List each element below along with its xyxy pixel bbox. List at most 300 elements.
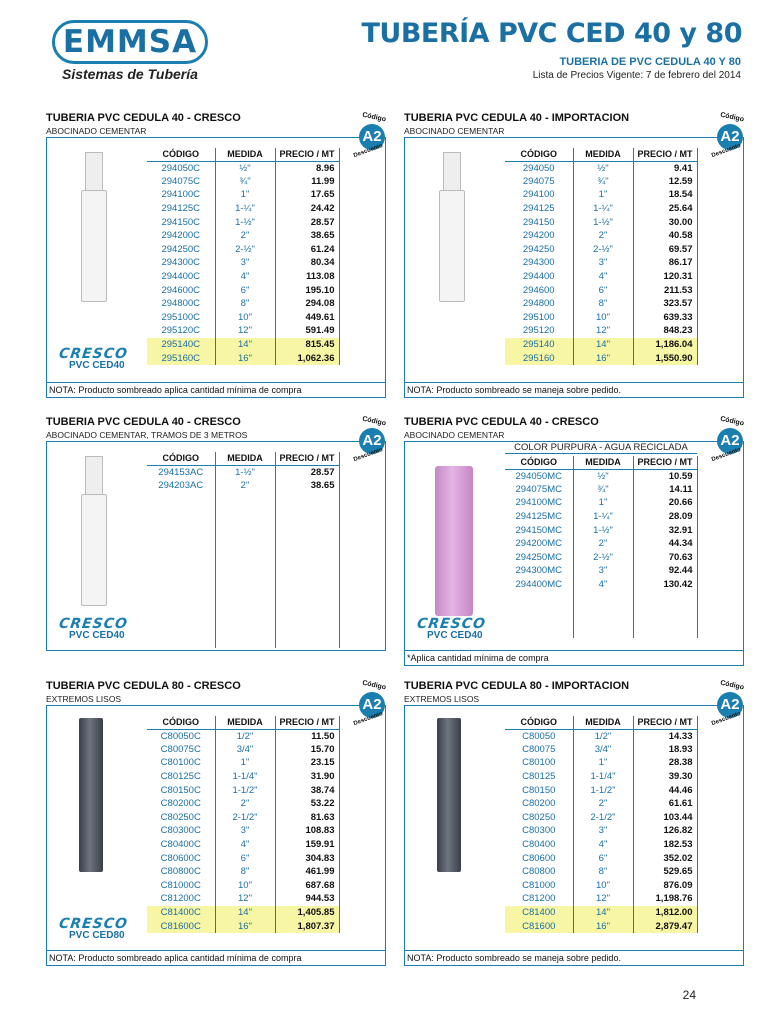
product-size: 2" bbox=[573, 537, 633, 551]
table-row bbox=[147, 215, 339, 229]
product-price: 182.53 bbox=[633, 838, 697, 852]
price-table bbox=[147, 452, 340, 648]
product-code: C81600C bbox=[147, 919, 215, 933]
product-price: 461.99 bbox=[275, 865, 339, 879]
product-size: 2" bbox=[573, 797, 633, 811]
section-title: TUBERIA PVC CEDULA 80 - CRESCO bbox=[46, 680, 241, 692]
column-header-size: MEDIDA bbox=[573, 456, 633, 469]
product-size: 6" bbox=[215, 283, 275, 297]
cresco-logo-text: CRESCO bbox=[415, 616, 488, 632]
product-code: 294250C bbox=[161, 243, 201, 255]
table-row bbox=[147, 351, 339, 365]
table-row bbox=[505, 537, 697, 551]
product-size: ½" bbox=[573, 161, 633, 175]
table-row bbox=[505, 175, 697, 189]
product-size: 1" bbox=[215, 188, 275, 202]
table-row bbox=[505, 811, 697, 825]
table-row bbox=[147, 283, 339, 297]
price-table bbox=[505, 456, 698, 638]
table-header-row bbox=[505, 716, 697, 729]
badge-top-label: Código bbox=[361, 111, 387, 124]
section-title: TUBERIA PVC CEDULA 40 - CRESCO bbox=[404, 416, 599, 428]
product-price: 126.82 bbox=[633, 824, 697, 838]
product-price: 14.11 bbox=[633, 483, 697, 497]
section-ced80-importacion bbox=[404, 680, 744, 966]
cresco-logo bbox=[59, 616, 128, 641]
logo-tagline: Sistemas de Tubería bbox=[62, 66, 198, 82]
product-code: 294050 bbox=[522, 162, 555, 174]
table-filler-row bbox=[147, 492, 339, 648]
product-code: 295120C bbox=[161, 325, 201, 337]
column-header-size: MEDIDA bbox=[215, 148, 275, 161]
product-price: 294.08 bbox=[275, 297, 339, 311]
product-code: 294200 bbox=[522, 230, 555, 242]
cresco-product-line: PVC CED80 bbox=[69, 930, 125, 941]
product-code: 294150MC bbox=[515, 524, 562, 536]
pipe-body-icon bbox=[439, 190, 465, 302]
table-row bbox=[505, 243, 697, 257]
table-row bbox=[147, 256, 339, 270]
table-row bbox=[505, 743, 697, 757]
product-code: C80300 bbox=[522, 825, 556, 837]
discount-code-badge bbox=[352, 415, 393, 464]
table-row bbox=[505, 879, 697, 893]
product-size: 10" bbox=[215, 311, 275, 325]
cresco-logo bbox=[417, 616, 486, 641]
product-size: 16" bbox=[573, 919, 633, 933]
table-row bbox=[505, 469, 697, 483]
pipe-illustration bbox=[47, 706, 147, 950]
badge-top-label: Código bbox=[361, 415, 387, 428]
product-code: C80100C bbox=[160, 757, 201, 769]
product-code: C81000 bbox=[522, 879, 556, 891]
table-header-row bbox=[505, 456, 697, 469]
table-row bbox=[505, 483, 697, 497]
column-header-code: CÓDIGO bbox=[505, 148, 573, 161]
product-price: 81.63 bbox=[275, 811, 339, 825]
product-size: 1" bbox=[573, 496, 633, 510]
column-header-size: MEDIDA bbox=[215, 452, 275, 465]
product-price: 25.64 bbox=[633, 202, 697, 216]
column-header-size: MEDIDA bbox=[573, 716, 633, 729]
product-size: 2-1/2" bbox=[215, 811, 275, 825]
table-row bbox=[147, 770, 339, 784]
product-size: 3" bbox=[573, 256, 633, 270]
column-header-price: PRECIO / MT bbox=[275, 148, 339, 161]
empty-cell bbox=[573, 591, 633, 638]
product-code: 294400MC bbox=[515, 579, 562, 591]
section-title: TUBERIA PVC CEDULA 80 - IMPORTACION bbox=[404, 680, 630, 692]
table-header-row bbox=[147, 716, 339, 729]
section-note: NOTA: Producto sombreado se maneja sobre pedido. bbox=[404, 951, 744, 966]
price-table bbox=[505, 716, 698, 933]
badge-code: A2 bbox=[359, 428, 385, 454]
product-code: C80250 bbox=[522, 811, 556, 823]
product-price: 17.65 bbox=[275, 188, 339, 202]
product-price: 103.44 bbox=[633, 811, 697, 825]
product-price: 944.53 bbox=[275, 892, 339, 906]
product-price: 2,879.47 bbox=[633, 919, 697, 933]
purple-pipe-icon bbox=[435, 466, 473, 616]
product-price: 30.00 bbox=[633, 215, 697, 229]
product-code: C80050C bbox=[160, 730, 201, 742]
section-ced40-importacion bbox=[404, 112, 744, 398]
price-table bbox=[147, 716, 340, 933]
product-price: 1,812.00 bbox=[633, 906, 697, 920]
product-price: 12.59 bbox=[633, 175, 697, 189]
page-title: TUBERÍA PVC CED 40 y 80 bbox=[361, 18, 742, 49]
page-number: 24 bbox=[682, 988, 696, 1002]
product-price: 876.09 bbox=[633, 879, 697, 893]
product-size: 6" bbox=[573, 851, 633, 865]
product-code: C80400C bbox=[160, 839, 201, 851]
product-code: 294300 bbox=[522, 257, 555, 269]
product-code: 294300C bbox=[161, 257, 201, 269]
product-price: 38.65 bbox=[275, 479, 339, 493]
product-code: 294400 bbox=[522, 271, 555, 283]
table-row bbox=[147, 906, 339, 920]
product-size: ¾" bbox=[573, 175, 633, 189]
table-row bbox=[505, 338, 697, 352]
pipe-icon bbox=[443, 152, 461, 192]
product-size: 16" bbox=[573, 351, 633, 365]
product-price: 591.49 bbox=[275, 324, 339, 338]
product-code: 294600 bbox=[522, 284, 555, 296]
price-table bbox=[505, 148, 698, 365]
product-size: 2" bbox=[215, 797, 275, 811]
table-row bbox=[505, 551, 697, 565]
discount-code-badge bbox=[710, 415, 751, 464]
cresco-product-line: PVC CED40 bbox=[69, 360, 125, 371]
product-price: 211.53 bbox=[633, 283, 697, 297]
product-code: C80600 bbox=[522, 852, 556, 864]
color-label: COLOR PURPURA - AGUA RECICLADA bbox=[505, 442, 697, 454]
product-price: 14.33 bbox=[633, 729, 697, 743]
product-code: C81000C bbox=[160, 879, 201, 891]
table-row bbox=[505, 824, 697, 838]
cresco-logo-text: CRESCO bbox=[57, 346, 130, 362]
product-size: 1" bbox=[573, 188, 633, 202]
badge-top-label: Código bbox=[719, 415, 745, 428]
section-subtitle: ABOCINADO CEMENTAR bbox=[46, 126, 147, 136]
product-code: 295140C bbox=[147, 338, 215, 352]
gray-pipe-icon bbox=[79, 718, 103, 872]
product-size: 3" bbox=[215, 824, 275, 838]
badge-top-label: Código bbox=[361, 679, 387, 692]
product-size: 8" bbox=[215, 865, 275, 879]
table-row bbox=[147, 919, 339, 933]
section-subtitle: EXTREMOS LISOS bbox=[404, 694, 480, 704]
badge-top-label: Código bbox=[719, 679, 745, 692]
product-code: C80100 bbox=[522, 757, 556, 769]
product-code: 294150 bbox=[522, 216, 555, 228]
table-row bbox=[147, 161, 339, 175]
table-row bbox=[505, 906, 697, 920]
table-row bbox=[505, 351, 697, 365]
discount-code-badge bbox=[352, 679, 393, 728]
product-code: 294250 bbox=[522, 243, 555, 255]
product-code: 294125 bbox=[522, 203, 555, 215]
product-code: C80300C bbox=[160, 825, 201, 837]
product-size: 3" bbox=[573, 824, 633, 838]
pipe-illustration bbox=[47, 138, 147, 382]
product-code: C80600C bbox=[160, 852, 201, 864]
product-size: 1-¼" bbox=[215, 202, 275, 216]
product-size: ½" bbox=[573, 469, 633, 483]
product-size: 1-¼" bbox=[573, 510, 633, 524]
product-size: ½" bbox=[215, 161, 275, 175]
section-title: TUBERIA PVC CEDULA 40 - CRESCO bbox=[46, 112, 241, 124]
pipe-icon bbox=[85, 152, 103, 192]
column-header-code: CÓDIGO bbox=[147, 148, 215, 161]
product-code: C80125C bbox=[160, 771, 201, 783]
table-row bbox=[147, 270, 339, 284]
section-note: NOTA: Producto sombreado aplica cantidad mínima de compra bbox=[46, 383, 386, 398]
product-code: C80250C bbox=[160, 811, 201, 823]
pipe-illustration bbox=[405, 442, 505, 650]
product-price: 639.33 bbox=[633, 311, 697, 325]
product-price: 1,186.04 bbox=[633, 338, 697, 352]
product-code: C80800C bbox=[160, 866, 201, 878]
table-header-row bbox=[147, 148, 339, 161]
product-size: 4" bbox=[215, 838, 275, 852]
table-row bbox=[147, 824, 339, 838]
table-row bbox=[505, 256, 697, 270]
column-header-price: PRECIO / MT bbox=[633, 456, 697, 469]
table-row bbox=[505, 892, 697, 906]
product-price: 28.09 bbox=[633, 510, 697, 524]
product-size: 3" bbox=[215, 256, 275, 270]
product-price: 86.17 bbox=[633, 256, 697, 270]
product-size: 10" bbox=[573, 879, 633, 893]
product-code: C80800 bbox=[522, 866, 556, 878]
product-size: 1/2" bbox=[573, 729, 633, 743]
product-size: 14" bbox=[573, 906, 633, 920]
product-size: 12" bbox=[573, 892, 633, 906]
product-code: 294200C bbox=[161, 230, 201, 242]
product-price: 304.83 bbox=[275, 851, 339, 865]
product-size: 3/4" bbox=[573, 743, 633, 757]
product-price: 32.91 bbox=[633, 523, 697, 537]
product-size: 4" bbox=[215, 270, 275, 284]
table-row bbox=[147, 297, 339, 311]
product-code: 294075C bbox=[161, 175, 201, 187]
column-header-size: MEDIDA bbox=[215, 716, 275, 729]
product-price: 18.93 bbox=[633, 743, 697, 757]
discount-code-badge bbox=[710, 679, 751, 728]
table-row bbox=[147, 188, 339, 202]
cresco-logo-text: CRESCO bbox=[57, 616, 130, 632]
column-header-price: PRECIO / MT bbox=[275, 452, 339, 465]
product-code: 294125MC bbox=[515, 511, 562, 523]
table-row bbox=[505, 564, 697, 578]
discount-code-badge bbox=[710, 111, 751, 160]
product-size: ¾" bbox=[573, 483, 633, 497]
section-note: NOTA: Producto sombreado aplica cantidad mínima de compra bbox=[46, 951, 386, 966]
column-header-code: CÓDIGO bbox=[147, 452, 215, 465]
product-price: 38.65 bbox=[275, 229, 339, 243]
product-size: 16" bbox=[215, 351, 275, 365]
product-size: 6" bbox=[215, 851, 275, 865]
table-row bbox=[505, 838, 697, 852]
product-price: 195.10 bbox=[275, 283, 339, 297]
product-size: 3/4" bbox=[215, 743, 275, 757]
product-size: 4" bbox=[573, 578, 633, 592]
badge-code: A2 bbox=[717, 124, 743, 150]
pipe-illustration bbox=[405, 138, 505, 382]
table-row bbox=[505, 496, 697, 510]
product-price: 1,062.36 bbox=[275, 351, 339, 365]
table-header-row bbox=[505, 148, 697, 161]
section-note: NOTA: Producto sombreado se maneja sobre pedido. bbox=[404, 383, 744, 398]
product-price: 28.57 bbox=[275, 215, 339, 229]
table-row bbox=[147, 479, 339, 493]
product-code: C81400 bbox=[505, 906, 573, 920]
product-price: 69.57 bbox=[633, 243, 697, 257]
product-price: 8.96 bbox=[275, 161, 339, 175]
badge-bottom-label: Descuento bbox=[710, 710, 742, 728]
product-code: C80200 bbox=[522, 798, 556, 810]
product-size: 1" bbox=[215, 756, 275, 770]
product-code: 295160C bbox=[147, 351, 215, 365]
pipe-illustration bbox=[47, 442, 147, 650]
section-ced40-cresco bbox=[46, 112, 386, 398]
product-size: 10" bbox=[573, 311, 633, 325]
product-code: C81600 bbox=[505, 919, 573, 933]
product-code: 294203AC bbox=[158, 479, 204, 491]
product-size: 2-½" bbox=[573, 551, 633, 565]
table-row bbox=[147, 879, 339, 893]
product-size: 1-1/2" bbox=[215, 783, 275, 797]
product-size: 2" bbox=[215, 479, 275, 493]
product-code: C80200C bbox=[160, 798, 201, 810]
product-code: 294400C bbox=[161, 271, 201, 283]
table-row bbox=[505, 161, 697, 175]
product-size: 1/2" bbox=[215, 729, 275, 743]
product-code: C80075 bbox=[522, 743, 556, 755]
product-code: C81200 bbox=[522, 893, 556, 905]
product-code: 294153AC bbox=[158, 466, 204, 478]
product-price: 120.31 bbox=[633, 270, 697, 284]
product-price: 159.91 bbox=[275, 838, 339, 852]
table-row bbox=[505, 578, 697, 592]
product-size: 6" bbox=[573, 283, 633, 297]
cresco-product-line: PVC CED40 bbox=[69, 630, 125, 641]
table-row bbox=[147, 338, 339, 352]
pipe-icon bbox=[85, 456, 103, 496]
product-price: 130.42 bbox=[633, 578, 697, 592]
section-subtitle: ABOCINADO CEMENTAR bbox=[404, 126, 505, 136]
section-ced40-cresco-3m bbox=[46, 416, 386, 651]
column-header-price: PRECIO / MT bbox=[633, 148, 697, 161]
table-row bbox=[147, 175, 339, 189]
section-subtitle: ABOCINADO CEMENTAR bbox=[404, 430, 505, 440]
product-code: C80150C bbox=[160, 784, 201, 796]
product-code: 294100MC bbox=[515, 497, 562, 509]
table-row bbox=[505, 523, 697, 537]
table-row bbox=[505, 865, 697, 879]
product-code: C81400C bbox=[147, 906, 215, 920]
product-price: 18.54 bbox=[633, 188, 697, 202]
product-price: 24.42 bbox=[275, 202, 339, 216]
product-price: 53.22 bbox=[275, 797, 339, 811]
column-header-price: PRECIO / MT bbox=[633, 716, 697, 729]
product-code: 294075MC bbox=[515, 483, 562, 495]
product-price: 31.90 bbox=[275, 770, 339, 784]
pipe-body-icon bbox=[81, 190, 107, 302]
table-filler-row bbox=[505, 591, 697, 638]
table-row bbox=[147, 229, 339, 243]
product-code: 294800C bbox=[161, 298, 201, 310]
product-code: 294150C bbox=[161, 216, 201, 228]
table-row bbox=[147, 783, 339, 797]
product-code: 295100 bbox=[522, 311, 555, 323]
table-row bbox=[147, 892, 339, 906]
section-ced80-cresco bbox=[46, 680, 386, 966]
table-row bbox=[147, 324, 339, 338]
product-size: 4" bbox=[573, 270, 633, 284]
product-code: 294300MC bbox=[515, 565, 562, 577]
product-code: C80075C bbox=[160, 743, 201, 755]
product-price: 848.23 bbox=[633, 324, 697, 338]
column-header-code: CÓDIGO bbox=[147, 716, 215, 729]
table-row bbox=[505, 297, 697, 311]
section-subtitle: ABOCINADO CEMENTAR, TRAMOS DE 3 METROS bbox=[46, 430, 248, 440]
product-price: 815.45 bbox=[275, 338, 339, 352]
product-code: 294250MC bbox=[515, 551, 562, 563]
product-code: 294600C bbox=[161, 284, 201, 296]
product-price: 1,198.76 bbox=[633, 892, 697, 906]
table-row bbox=[147, 202, 339, 216]
product-code: 294050C bbox=[161, 162, 201, 174]
product-price: 44.34 bbox=[633, 537, 697, 551]
empty-cell bbox=[275, 492, 339, 648]
badge-top-label: Código bbox=[719, 111, 745, 124]
table-row bbox=[505, 851, 697, 865]
product-size: 1-½" bbox=[215, 465, 275, 479]
table-row bbox=[505, 283, 697, 297]
table-row bbox=[505, 270, 697, 284]
table-row bbox=[505, 919, 697, 933]
table-row bbox=[505, 729, 697, 743]
section-title: TUBERIA PVC CEDULA 40 - IMPORTACION bbox=[404, 112, 630, 124]
table-row bbox=[505, 770, 697, 784]
product-code: 294050MC bbox=[515, 470, 562, 482]
product-code: 294800 bbox=[522, 298, 555, 310]
table-row bbox=[147, 851, 339, 865]
column-header-code: CÓDIGO bbox=[505, 456, 573, 469]
product-code: 295100C bbox=[161, 311, 201, 323]
product-code: C80050 bbox=[522, 730, 556, 742]
product-price: 9.41 bbox=[633, 161, 697, 175]
product-price: 80.34 bbox=[275, 256, 339, 270]
product-price: 1,550.90 bbox=[633, 351, 697, 365]
product-size: 8" bbox=[215, 297, 275, 311]
product-size: 16" bbox=[215, 919, 275, 933]
cresco-logo bbox=[59, 916, 128, 941]
product-price: 352.02 bbox=[633, 851, 697, 865]
product-size: 12" bbox=[573, 324, 633, 338]
empty-cell bbox=[633, 591, 697, 638]
pipe-body-icon bbox=[81, 494, 107, 606]
cresco-logo bbox=[59, 346, 128, 371]
table-row bbox=[505, 202, 697, 216]
price-list-date: Lista de Precios Vigente: 7 de febrero del 2014 bbox=[532, 70, 741, 81]
table-row bbox=[147, 311, 339, 325]
product-size: 1-1/2" bbox=[573, 783, 633, 797]
empty-cell bbox=[147, 492, 215, 648]
badge-code: A2 bbox=[359, 124, 385, 150]
